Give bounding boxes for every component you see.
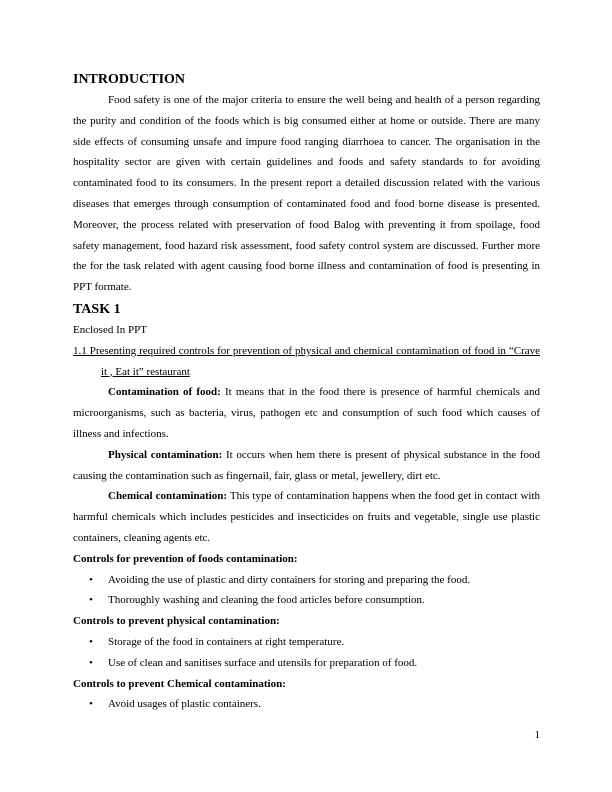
controls-foods-list bbox=[73, 570, 540, 612]
physical-contamination-paragraph bbox=[73, 445, 540, 487]
controls-physical-heading: Controls to prevent physical contamination: bbox=[73, 615, 280, 628]
intro-heading: INTRODUCTION bbox=[73, 72, 186, 87]
list-item: • Avoid usages of plastic containers. bbox=[73, 694, 540, 715]
bullet-icon: • bbox=[89, 573, 93, 586]
chemical-contamination-text: This type of contamination happens when the food get in contact with harmful chemicals which includes pesticides and insecticides on fruits and vegetable, single use plastic containers, cleaning agents etc. bbox=[73, 490, 541, 544]
chemical-contamination-label: Chemical contamination: bbox=[108, 490, 228, 503]
bullet-icon: • bbox=[89, 594, 93, 607]
enclosed-note: Enclosed In PPT bbox=[73, 323, 147, 336]
controls-foods-heading: Controls for prevention of foods contamination: bbox=[73, 552, 298, 565]
list-item: • Use of clean and sanitises surface and utensils for preparation of food. bbox=[73, 653, 540, 674]
task1-subheading: 1.1 Presenting required controls for prevention of physical and chemical contamination of food in “Crave it , Eat it” restaurant bbox=[73, 344, 540, 378]
contamination-food-paragraph bbox=[73, 382, 540, 444]
physical-contamination-text: It occurs when hem there is present of physical substance in the food causing the contamination such as fingernail, fair, glass or metal, jewellery, dirt etc. bbox=[73, 448, 540, 482]
bullet-icon: • bbox=[89, 635, 93, 648]
bullet-icon: • bbox=[89, 698, 93, 711]
controls-chemical-heading: Controls to prevent Chemical contamination: bbox=[73, 677, 286, 690]
page-number: 1 bbox=[534, 729, 540, 741]
list-item: • Storage of the food in containers at right temperature. bbox=[73, 632, 540, 653]
controls-physical-list bbox=[73, 632, 540, 674]
contamination-food-label: Contamination of food: bbox=[108, 386, 221, 399]
bullet-icon: • bbox=[89, 656, 93, 669]
task1-heading: TASK 1 bbox=[73, 301, 121, 317]
intro-paragraph: Food safety is one of the major criteria to ensure the well being and health of a person regarding the purity and condition of the foods which is big consumed either at home or outside. There are many side effects of consuming unsafe and impure food ranging diarrhoea to cancer. The organisation in the hospitality sector are given with certain guidelines and foods and safety standards to for avoiding contaminated food to its consumers. In the present report a detailed discussion related with the various diseases that emerges through consumption of contaminated food and food borne disease is presented. Moreover, the process related with preservation of food Balog with preventing it from spoilage, food safety management, food hazard risk assessment, food safety control system are discussed. Further more the for the task related with agent causing food borne illness and contamination of food is presenting in PPT formate. bbox=[73, 94, 540, 294]
physical-contamination-label: Physical contamination: bbox=[108, 448, 223, 461]
contamination-food-text: It means that in the food there is presence of harmful chemicals and microorganisms, such as bacteria, virus, pathogen etc and consumption of such food which causes of illness and infections. bbox=[73, 386, 540, 440]
page-content bbox=[73, 70, 540, 715]
chemical-contamination-paragraph bbox=[73, 486, 540, 548]
controls-chemical-list bbox=[73, 694, 540, 715]
list-item: • Thoroughly washing and cleaning the food articles before consumption. bbox=[73, 590, 540, 611]
list-item: • Avoiding the use of plastic and dirty containers for storing and preparing the food. bbox=[73, 570, 540, 591]
